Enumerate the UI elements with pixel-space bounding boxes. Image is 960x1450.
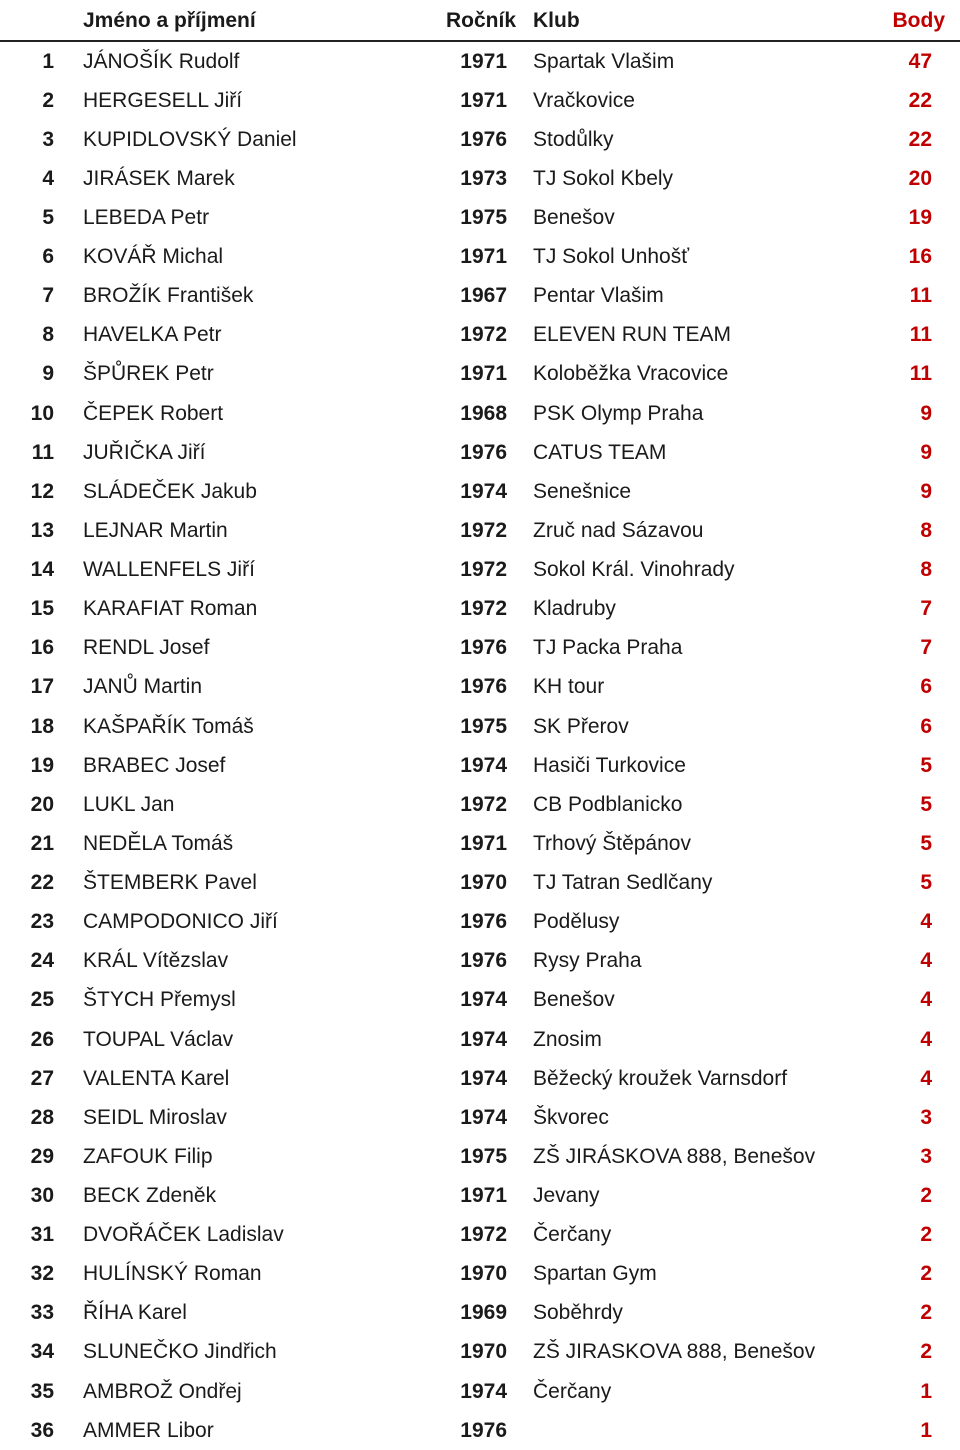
club-cell: TJ Packa Praha: [533, 636, 683, 660]
name-cell: RENDL Josef: [83, 636, 210, 660]
table-row: [0, 1333, 960, 1372]
year-cell: 1971: [460, 49, 507, 73]
rank-cell: 22: [30, 871, 54, 895]
table-row: [0, 785, 960, 824]
year-cell: 1971: [460, 245, 507, 269]
club-cell: Zruč nad Sázavou: [533, 518, 704, 542]
name-cell: JUŘIČKA Jiří: [83, 440, 206, 464]
year-cell: 1967: [460, 284, 507, 308]
table-row: [0, 707, 960, 746]
table-row: [0, 1255, 960, 1294]
rank-cell: 8: [42, 323, 54, 347]
club-cell: TJ Sokol Kbely: [533, 166, 674, 190]
table-row: [0, 355, 960, 394]
points-cell: 2: [920, 1301, 932, 1325]
points-cell: 6: [920, 675, 932, 699]
rank-cell: 33: [30, 1301, 54, 1325]
points-cell: 3: [920, 1105, 932, 1129]
name-cell: KUPIDLOVSKÝ Daniel: [83, 127, 297, 151]
points-cell: 4: [920, 949, 932, 973]
year-cell: 1972: [460, 323, 507, 347]
club-cell: Benešov: [533, 988, 615, 1012]
table-row: [0, 198, 960, 237]
points-cell: 1: [920, 1379, 932, 1403]
points-cell: 16: [908, 245, 932, 269]
name-cell: HERGESELL Jiří: [83, 88, 243, 112]
table-header: [0, 0, 960, 42]
year-cell: 1972: [460, 792, 507, 816]
year-cell: 1975: [460, 714, 507, 738]
table-row: [0, 551, 960, 590]
club-cell: Koloběžka Vracovice: [533, 362, 729, 386]
points-cell: 22: [908, 127, 932, 151]
rank-cell: 26: [30, 1027, 54, 1051]
rank-cell: 18: [30, 714, 54, 738]
points-cell: 7: [920, 636, 932, 660]
rank-cell: 6: [42, 245, 54, 269]
points-cell: 20: [908, 166, 932, 190]
table-row: [0, 81, 960, 120]
club-cell: ZŠ JIRÁSKOVA 888, Benešov: [533, 1144, 816, 1168]
points-cell: 8: [920, 518, 932, 542]
table-row: [0, 903, 960, 942]
table-row: [0, 394, 960, 433]
name-cell: HAVELKA Petr: [83, 323, 222, 347]
name-cell: JIRÁSEK Marek: [83, 166, 235, 190]
name-cell: AMMER Libor: [83, 1418, 214, 1442]
table-row: [0, 277, 960, 316]
rank-cell: 24: [30, 949, 54, 973]
rank-cell: 28: [30, 1105, 54, 1129]
club-cell: ZŠ JIRASKOVA 888, Benešov: [533, 1340, 816, 1364]
name-cell: DVOŘÁČEK Ladislav: [83, 1223, 284, 1247]
club-cell: Sokol Král. Vinohrady: [533, 558, 735, 582]
table-row: [0, 629, 960, 668]
points-cell: 4: [920, 1066, 932, 1090]
table-row: [0, 864, 960, 903]
club-cell: Pentar Vlašim: [533, 284, 664, 308]
table-row: [0, 238, 960, 277]
year-cell: 1968: [460, 401, 507, 425]
rank-cell: 1: [42, 49, 54, 73]
name-cell: HULÍNSKÝ Roman: [83, 1262, 262, 1286]
name-cell: CAMPODONICO Jiří: [83, 910, 278, 934]
rank-cell: 5: [42, 205, 54, 229]
rank-cell: 3: [42, 127, 54, 151]
name-cell: JANŮ Martin: [83, 675, 203, 699]
club-cell: TJ Sokol Unhošť: [533, 245, 690, 269]
rank-cell: 23: [30, 910, 54, 934]
rank-cell: 13: [30, 518, 54, 542]
table-row: [0, 1411, 960, 1450]
club-cell: Hasiči Turkovice: [533, 753, 686, 777]
rank-cell: 4: [42, 166, 54, 190]
rank-cell: 7: [42, 284, 54, 308]
table-row: [0, 159, 960, 198]
name-cell: BRABEC Josef: [83, 753, 226, 777]
points-cell: 11: [909, 284, 932, 308]
rank-cell: 25: [30, 988, 54, 1012]
club-cell: Škvorec: [533, 1105, 609, 1129]
name-cell: SEIDL Miroslav: [83, 1105, 227, 1129]
table-row: [0, 433, 960, 472]
points-cell: 4: [920, 988, 932, 1012]
name-cell: AMBROŽ Ondřej: [83, 1379, 242, 1403]
points-cell: 5: [920, 871, 932, 895]
name-cell: ŠPŮREK Petr: [83, 362, 214, 386]
name-cell: ČEPEK Robert: [83, 401, 224, 425]
table-row: [0, 472, 960, 511]
table-row: [0, 824, 960, 863]
points-cell: 19: [908, 205, 932, 229]
year-cell: 1971: [460, 88, 507, 112]
rank-cell: 2: [42, 88, 54, 112]
rank-cell: 12: [30, 479, 54, 503]
points-cell: 11: [909, 323, 932, 347]
points-cell: 2: [920, 1183, 932, 1207]
rank-cell: 9: [42, 362, 54, 386]
rank-cell: 20: [30, 792, 54, 816]
table-row: [0, 1372, 960, 1411]
table-row: [0, 590, 960, 629]
club-cell: Spartak Vlašim: [533, 49, 675, 73]
points-cell: 4: [920, 1027, 932, 1051]
name-cell: VALENTA Karel: [83, 1066, 230, 1090]
name-cell: LEBEDA Petr: [83, 205, 210, 229]
rank-cell: 31: [30, 1223, 54, 1247]
name-cell: ZAFOUK Filip: [83, 1144, 213, 1168]
year-cell: 1973: [460, 166, 507, 190]
name-cell: KARAFIAT Roman: [83, 597, 258, 621]
year-cell: 1976: [460, 1418, 507, 1442]
points-cell: 47: [908, 49, 932, 73]
year-cell: 1972: [460, 518, 507, 542]
table-row: [0, 1216, 960, 1255]
year-cell: 1975: [460, 205, 507, 229]
rank-cell: 36: [30, 1418, 54, 1442]
table-row: [0, 316, 960, 355]
year-cell: 1976: [460, 949, 507, 973]
name-cell: TOUPAL Václav: [83, 1027, 234, 1051]
column-header-club[interactable]: Klub: [533, 9, 580, 32]
rank-cell: 11: [31, 440, 54, 464]
name-cell: BROŽÍK František: [83, 284, 254, 308]
name-cell: BECK Zdeněk: [83, 1183, 217, 1207]
year-cell: 1976: [460, 636, 507, 660]
table-row: [0, 511, 960, 550]
points-cell: 4: [920, 910, 932, 934]
rank-cell: 34: [30, 1340, 54, 1364]
year-cell: 1974: [460, 1379, 507, 1403]
name-cell: ŘÍHA Karel: [83, 1301, 187, 1325]
rank-cell: 21: [30, 831, 54, 855]
rank-cell: 14: [30, 558, 54, 582]
club-cell: Kladruby: [533, 597, 616, 621]
year-cell: 1972: [460, 1223, 507, 1247]
rank-cell: 16: [30, 636, 54, 660]
year-cell: 1971: [460, 831, 507, 855]
club-cell: Spartan Gym: [533, 1262, 657, 1286]
club-cell: Benešov: [533, 205, 615, 229]
table-row: [0, 1176, 960, 1215]
club-cell: SK Přerov: [533, 714, 629, 738]
rank-cell: 27: [30, 1066, 54, 1090]
points-cell: 6: [920, 714, 932, 738]
year-cell: 1971: [460, 1183, 507, 1207]
name-cell: JÁNOŠÍK Rudolf: [83, 49, 240, 73]
club-cell: Čerčany: [533, 1223, 612, 1247]
year-cell: 1976: [460, 440, 507, 464]
year-cell: 1976: [460, 127, 507, 151]
club-cell: Rysy Praha: [533, 949, 642, 973]
name-cell: NEDĚLA Tomáš: [83, 831, 234, 855]
name-cell: SLUNEČKO Jindřich: [83, 1340, 277, 1364]
table-row: [0, 746, 960, 785]
table-row: [0, 1137, 960, 1176]
points-cell: 2: [920, 1223, 932, 1247]
table-row: [0, 1098, 960, 1137]
club-cell: Běžecký kroužek Varnsdorf: [533, 1066, 788, 1090]
points-cell: 5: [920, 831, 932, 855]
club-cell: Podělusy: [533, 910, 620, 934]
year-cell: 1970: [460, 1340, 507, 1364]
name-cell: KRÁL Vítězslav: [83, 949, 229, 973]
rank-cell: 19: [30, 753, 54, 777]
club-cell: Znosim: [533, 1027, 602, 1051]
rank-cell: 29: [30, 1144, 54, 1168]
points-cell: 5: [920, 792, 932, 816]
points-cell: 9: [920, 440, 932, 464]
club-cell: ELEVEN RUN TEAM: [533, 323, 731, 347]
points-cell: 22: [908, 88, 932, 112]
year-cell: 1976: [460, 910, 507, 934]
table-row: [0, 120, 960, 159]
points-cell: 9: [920, 479, 932, 503]
table-row: [0, 1059, 960, 1098]
year-cell: 1972: [460, 558, 507, 582]
name-cell: KOVÁŘ Michal: [83, 245, 224, 269]
points-cell: 8: [920, 558, 932, 582]
table-row: [0, 42, 960, 81]
column-header-name[interactable]: Jméno a příjmení: [83, 9, 256, 32]
table-row: [0, 668, 960, 707]
club-cell: Vračkovice: [533, 88, 635, 112]
column-header-points[interactable]: Body: [892, 9, 945, 32]
club-cell: KH tour: [533, 675, 605, 699]
year-cell: 1971: [460, 362, 507, 386]
club-cell: CB Podblanicko: [533, 792, 683, 816]
table-row: [0, 981, 960, 1020]
club-cell: Soběhrdy: [533, 1301, 623, 1325]
points-cell: 2: [920, 1262, 932, 1286]
rank-cell: 32: [30, 1262, 54, 1286]
club-cell: TJ Tatran Sedlčany: [533, 871, 713, 895]
table-row: [0, 942, 960, 981]
table-row: [0, 1020, 960, 1059]
year-cell: 1976: [460, 675, 507, 699]
name-cell: WALLENFELS Jiří: [83, 558, 255, 582]
year-cell: 1969: [460, 1301, 507, 1325]
year-cell: 1974: [460, 479, 507, 503]
name-cell: ŠTEMBERK Pavel: [83, 871, 257, 895]
points-cell: 9: [920, 401, 932, 425]
club-cell: Stodůlky: [533, 127, 614, 151]
rank-cell: 10: [30, 401, 54, 425]
year-cell: 1974: [460, 1066, 507, 1090]
rank-cell: 17: [30, 675, 54, 699]
rank-cell: 35: [30, 1379, 54, 1403]
name-cell: SLÁDEČEK Jakub: [83, 479, 257, 503]
table-row: [0, 1294, 960, 1333]
rank-cell: 30: [30, 1183, 54, 1207]
name-cell: KAŠPAŘÍK Tomáš: [83, 714, 254, 738]
club-cell: Jevany: [533, 1183, 600, 1207]
points-cell: 7: [920, 597, 932, 621]
points-cell: 5: [920, 753, 932, 777]
name-cell: LUKL Jan: [83, 792, 175, 816]
club-cell: [533, 1411, 873, 1450]
points-cell: 2: [920, 1340, 932, 1364]
year-cell: 1970: [460, 871, 507, 895]
year-cell: 1974: [460, 1105, 507, 1129]
club-cell: PSK Olymp Praha: [533, 401, 704, 425]
club-cell: Senešnice: [533, 479, 632, 503]
year-cell: 1974: [460, 988, 507, 1012]
points-cell: 11: [909, 362, 932, 386]
name-cell: LEJNAR Martin: [83, 518, 228, 542]
rank-cell: 15: [30, 597, 54, 621]
club-cell: Čerčany: [533, 1379, 612, 1403]
year-cell: 1972: [460, 597, 507, 621]
year-cell: 1970: [460, 1262, 507, 1286]
name-cell: ŠTYCH Přemysl: [83, 988, 236, 1012]
year-cell: 1974: [460, 753, 507, 777]
points-cell: 1: [920, 1418, 932, 1442]
year-cell: 1975: [460, 1144, 507, 1168]
points-cell: 3: [920, 1144, 932, 1168]
club-cell: Trhový Štěpánov: [533, 831, 691, 855]
club-cell: CATUS TEAM: [533, 440, 667, 464]
column-header-year[interactable]: Ročník: [446, 9, 517, 32]
year-cell: 1974: [460, 1027, 507, 1051]
